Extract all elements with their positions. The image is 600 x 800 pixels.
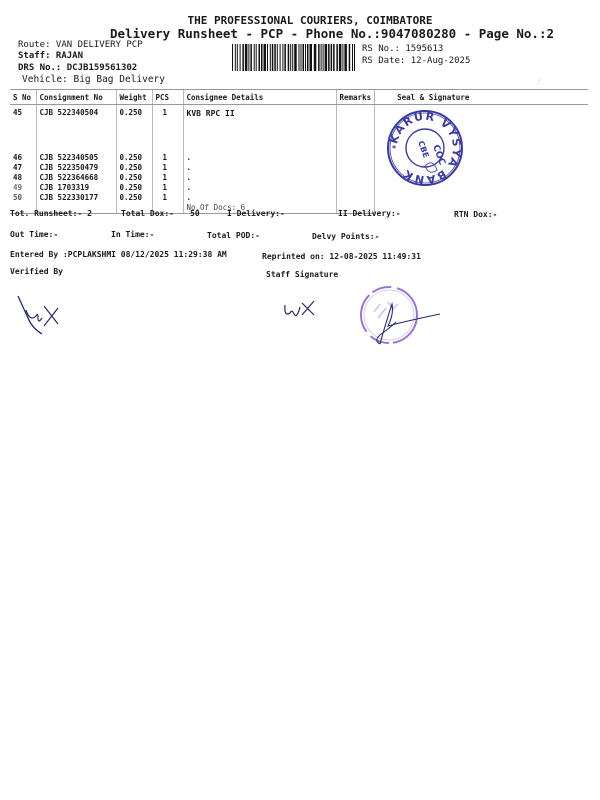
- row-consignee: KVB RPC II: [183, 105, 336, 153]
- runsheet-table: [10, 89, 588, 214]
- row-pcs: 1: [152, 193, 183, 203]
- row-sno: 50: [13, 192, 23, 202]
- row-remarks: [336, 183, 375, 193]
- total-pod: Total POD:-: [207, 231, 260, 240]
- col-seal-signature: Seal & Signature: [375, 90, 588, 105]
- barcode-graphic: [232, 44, 355, 71]
- row-consignee: .: [183, 193, 336, 203]
- col-sno: S No: [10, 90, 36, 105]
- barcode-bar: [245, 44, 248, 71]
- entered-by: Entered By :PCPLAKSHMI 08/12/2025 11:29:38 AM: [10, 250, 227, 259]
- row-consignment: CJB 522330177: [36, 193, 116, 203]
- barcode-bar: [274, 44, 276, 71]
- barcode-bar: [240, 44, 241, 71]
- courier-stamp-signature: [352, 282, 452, 362]
- barcode-bar: [250, 44, 252, 71]
- row-remarks: [336, 193, 375, 203]
- verified-by-label: Verified By: [10, 267, 63, 276]
- row-pcs: 1: [152, 173, 183, 183]
- row-remarks: [336, 173, 375, 183]
- row-remarks: [336, 153, 375, 163]
- barcode-bar: [336, 44, 338, 71]
- barcode-bar: [328, 44, 330, 71]
- barcode-bar: [331, 44, 333, 71]
- stamp-star-icon: *: [392, 144, 397, 153]
- i-delivery: I Delivery:-: [227, 209, 285, 218]
- vehicle-label: Vehicle: Big Bag Delivery: [22, 74, 165, 85]
- barcode-bar: [299, 44, 300, 71]
- verifier-signature: [14, 292, 64, 337]
- bank-stamp: [385, 108, 465, 188]
- barcode-bar: [256, 44, 257, 71]
- barcode-bar: [277, 44, 278, 71]
- out-time: Out Time:-: [10, 230, 59, 239]
- barcode-bar: [318, 44, 320, 71]
- barcode-bar: [339, 44, 342, 71]
- barcode-bar: [264, 44, 267, 71]
- runsheet-title: Delivery Runsheet - PCP - Phone No.:9047080280 - Page No.:2: [110, 26, 555, 41]
- barcode-bar: [261, 44, 263, 71]
- barcode-bar: [254, 44, 255, 71]
- row-consignment: CJB 1703319: [36, 183, 116, 193]
- total-dox-value: 50: [190, 209, 200, 218]
- row-consignment: CJB 522340504: [36, 105, 116, 153]
- barcode-bar: [310, 44, 313, 71]
- barcode: [232, 44, 355, 71]
- barcode-bar: [333, 44, 335, 71]
- barcode-bar: [235, 44, 236, 71]
- delivery-points: Delvy Points:-: [312, 232, 380, 241]
- barcode-bar: [314, 44, 317, 71]
- row-weight: 0.250: [116, 163, 152, 173]
- reprinted-on: Reprinted on: 12-08-2025 11:49:31: [262, 252, 421, 261]
- table-header-row: [10, 90, 588, 105]
- row-pcs: 1: [152, 163, 183, 173]
- row-consignment: CJB 522364668: [36, 173, 116, 183]
- barcode-bar: [242, 44, 244, 71]
- barcode-bar: [288, 44, 290, 71]
- row-consignee: .: [183, 163, 336, 173]
- col-pcs: PCS: [152, 90, 183, 105]
- barcode-bar: [321, 44, 322, 71]
- row-weight: 0.250: [116, 105, 152, 153]
- table-row: [10, 105, 588, 153]
- barcode-bar: [270, 44, 271, 71]
- barcode-bar: [272, 44, 274, 71]
- stamp-signature-stroke: [380, 304, 440, 344]
- barcode-bar: [323, 44, 324, 71]
- row-consignment: CJB 522350479: [36, 163, 116, 173]
- staff-label: Staff: RAJAN: [18, 51, 84, 61]
- barcode-bar: [354, 44, 355, 71]
- row-consignee: .: [183, 183, 336, 193]
- barcode-bar: [290, 44, 291, 71]
- seal-cell: [375, 105, 588, 214]
- row-pcs: 1: [152, 105, 183, 153]
- col-consignee: Consignee Details: [183, 90, 336, 105]
- col-weight: Weight: [116, 90, 152, 105]
- staff-signature-label: Staff Signature: [266, 270, 339, 279]
- in-time: In Time:-: [111, 230, 155, 239]
- row-consignment: CJB 522340505: [36, 153, 116, 163]
- row-remarks: [336, 105, 375, 153]
- row-sno: 45: [13, 108, 23, 117]
- barcode-bar: [301, 44, 302, 71]
- barcode-bar: [342, 44, 343, 71]
- row-weight: 0.250: [116, 173, 152, 183]
- rtn-dox: RTN Dox:-: [454, 210, 498, 219]
- barcode-bar: [267, 44, 268, 71]
- docs-count: No.Of Docs: 6: [183, 203, 336, 214]
- row-consignee: .: [183, 173, 336, 183]
- row-consignee: .: [183, 153, 336, 163]
- row-remarks: [336, 163, 375, 173]
- rs-number: RS No.: 1595613: [362, 44, 444, 54]
- staff-signature: [282, 297, 322, 321]
- barcode-bar: [284, 44, 286, 71]
- rs-date: RS Date: 12-Aug-2025: [362, 56, 471, 66]
- row-sno: 46: [13, 152, 23, 162]
- barcode-bar: [303, 44, 305, 71]
- barcode-bar: [352, 44, 353, 71]
- stamp-outer-text: KARUR VYSYA BANK: [387, 109, 464, 187]
- barcode-bar: [349, 44, 351, 71]
- barcode-bar: [248, 44, 249, 71]
- barcode-bar: [232, 44, 233, 71]
- stamp-inner-text-1: COC: [430, 143, 447, 167]
- row-sno: 49: [13, 182, 23, 192]
- row-pcs: 1: [152, 153, 183, 163]
- row-sno: 48: [13, 172, 23, 182]
- barcode-bar: [282, 44, 283, 71]
- barcode-bar: [325, 44, 328, 71]
- row-weight: 0.250: [116, 193, 152, 203]
- ii-delivery: II Delivery:-: [338, 209, 401, 218]
- row-weight: 0.250: [116, 183, 152, 193]
- row-pcs: 1: [152, 183, 183, 193]
- total-dox-label: Total Dox:-: [121, 209, 174, 218]
- route-label: Route: VAN DELIVERY PCP: [18, 40, 143, 50]
- drs-number: DRS No.: DCJB159561302: [18, 63, 138, 73]
- total-runsheet: Tot. Runsheet:- 2: [10, 209, 92, 218]
- row-sno: 47: [13, 162, 23, 172]
- barcode-bar: [259, 44, 261, 71]
- stamp-inner-text-2: CBE: [416, 139, 431, 160]
- barcode-bar: [294, 44, 297, 71]
- barcode-bar: [280, 44, 281, 71]
- barcode-bar: [237, 44, 238, 71]
- barcode-bar: [307, 44, 309, 71]
- col-remarks: Remarks: [336, 90, 375, 105]
- barcode-bar: [292, 44, 293, 71]
- barcode-bar: [344, 44, 347, 71]
- barcode-bar: [305, 44, 306, 71]
- stray-mark: [536, 78, 542, 86]
- col-consignment: Consignment No: [36, 90, 116, 105]
- company-title: THE PROFESSIONAL COURIERS, COIMBATORE: [187, 14, 433, 27]
- row-weight: 0.250: [116, 153, 152, 163]
